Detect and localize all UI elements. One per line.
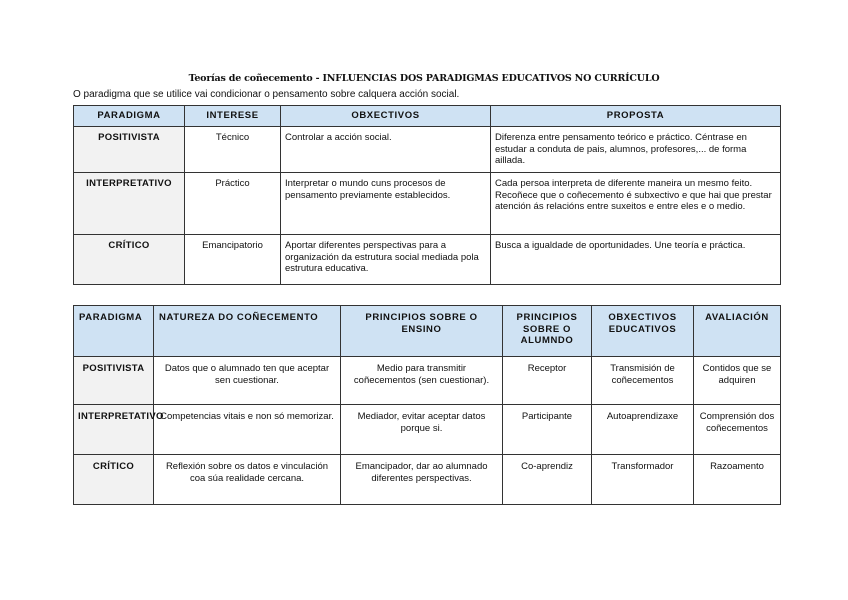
table-header-row [74,306,781,357]
header-natureza: NATUREZA DO COÑECEMENTO [154,306,341,357]
header-paradigma: PARADIGMA [74,106,185,127]
row-label: POSITIVISTA [74,127,185,173]
table-cell: Receptor [503,357,592,405]
table-row [74,173,781,235]
paradigm-interest-table [73,105,781,285]
table-cell: Técnico [185,127,281,173]
table-cell: Controlar a acción social. [281,127,491,173]
row-label: CRÍTICO [74,455,154,505]
table-cell: Emancipatorio [185,235,281,285]
table-row [74,357,781,405]
table-cell: Diferenza entre pensamento teórico e práctico. Céntrase en estudar a conduta de pais, alumnos, profesores,... de forma aillada. [491,127,781,173]
table-row [74,405,781,455]
row-label: INTERPRETATIVO [74,405,154,455]
header-interese: INTERESE [185,106,281,127]
table-header-row [74,106,781,127]
table-cell: Participante [503,405,592,455]
table-cell: Cada persoa interpreta de diferente maneira un mesmo feito. Recoñece que o coñecemento é subxectivo e que hai que prestar atención ás relacións entre suxeitos e entre eles e o medio. [491,173,781,235]
table-cell: Contidos que se adquiren [694,357,781,405]
table-cell: Transformador [592,455,694,505]
table-cell: Comprensión dos coñecementos [694,405,781,455]
header-principios-alumndo: PRINCIPIOS SOBRE O ALUMNDO [503,306,592,357]
document-title: Teorías de coñecemento - INFLUENCIAS DOS PARADIGMAS EDUCATIVOS NO CURRÍCULO [188,73,660,84]
table-cell: Interpretar o mundo cuns procesos de pensamento previamente establecidos. [281,173,491,235]
row-label: CRÍTICO [74,235,185,285]
table-cell: Reflexión sobre os datos e vinculación coa súa realidade cercana. [154,455,341,505]
header-avaliacion: AVALIACIÓN [694,306,781,357]
header-obxectivos: OBXECTIVOS [281,106,491,127]
table-cell: Co-aprendiz [503,455,592,505]
paradigm-knowledge-table [73,305,781,505]
table-cell: Busca a igualdade de oportunidades. Une teoría e práctica. [491,235,781,285]
row-label: INTERPRETATIVO [74,173,185,235]
table-cell: Razoamento [694,455,781,505]
row-label: POSITIVISTA [74,357,154,405]
table-cell: Transmisión de coñecementos [592,357,694,405]
table-cell: Datos que o alumnado ten que aceptar sen cuestionar. [154,357,341,405]
header-principios-ensino: PRINCIPIOS SOBRE O ENSINO [341,306,503,357]
table-cell: Emancipador, dar ao alumnado diferentes perspectivas. [341,455,503,505]
table-cell: Aportar diferentes perspectivas para a organización da estrutura social mediada pola estrutura educativa. [281,235,491,285]
header-proposta: PROPOSTA [491,106,781,127]
table-cell: Mediador, evitar aceptar datos porque si. [341,405,503,455]
table-cell: Práctico [185,173,281,235]
table-cell: Autoaprendizaxe [592,405,694,455]
table-row [74,235,781,285]
header-obxectivos-educativos: OBXECTIVOS EDUCATIVOS [592,306,694,357]
table-cell: Competencias vitais e non só memorizar. [154,405,341,455]
table-row [74,127,781,173]
header-paradigma: PARADIGMA [74,306,154,357]
table-row [74,455,781,505]
table-cell: Medio para transmitir coñecementos (sen cuestionar). [341,357,503,405]
intro-text: O paradigma que se utilice vai condicionar o pensamento sobre calquera acción social. [73,89,460,100]
